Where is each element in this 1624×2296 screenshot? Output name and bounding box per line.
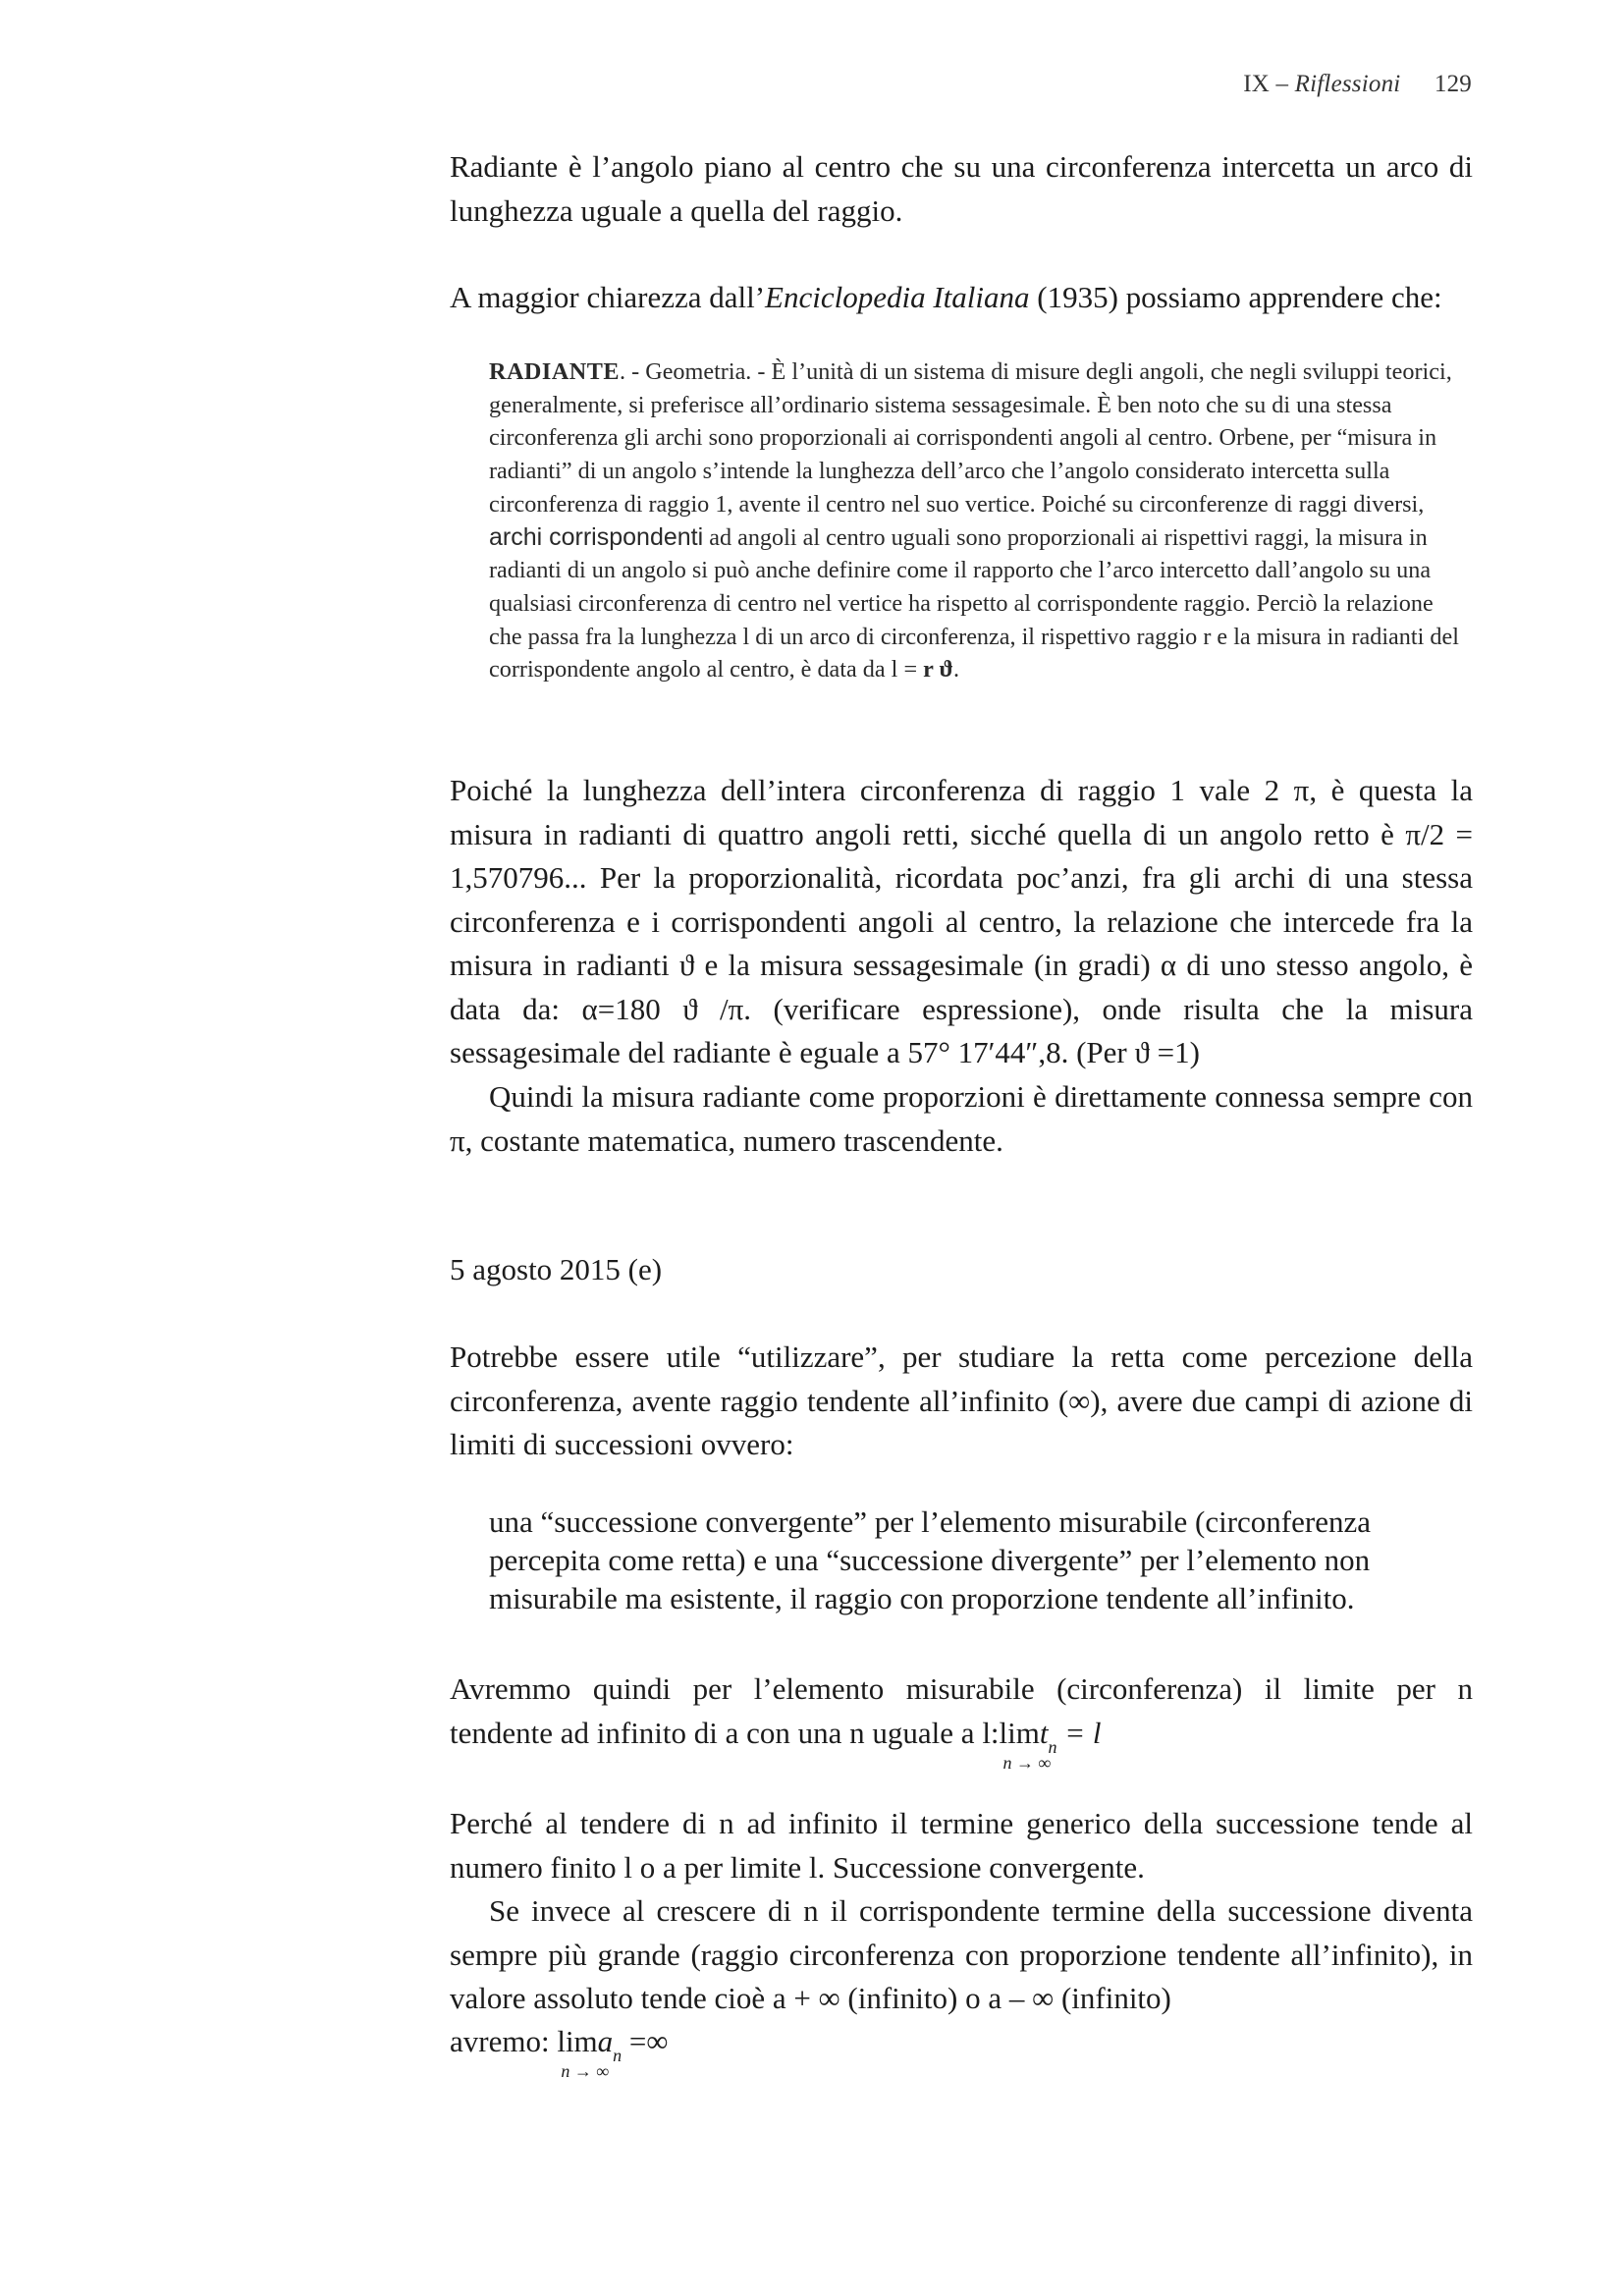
limit-result: = l [1056, 1715, 1102, 1750]
quote-text-a: . - Geometria. - È l’unità di un sistema di misure degli angoli, che negli sviluppi teorici, generalmente, si preferisce all’ordinario sistema sessagesimale. È ben noto che su di una stessa circonferenza gli archi sono proporzionali ai corrispondenti angoli al centro. Orbene, per “misura in radianti” di un angolo s’intende la lunghezza dell’arco che l’angolo considerato intercetta sulla circonferenza di raggio 1, avente il centro nel suo vertice. Poiché su circonferenze di raggi diversi, [489, 358, 1452, 518]
paragraph-circumference: Poiché la lunghezza dell’intera circonferenza di raggio 1 vale 2 π, è questa la misura in radianti di quattro angoli retti, sicché quella di un angolo retto è π/2 = 1,570796... Per la proporzionalità, ricordata poc’anzi, fra gli archi di una stessa circonferenza e i corrispondenti angoli al centro, la relazione che intercede fra la misura in radianti ϑ e la misura sessagesimale (in gradi) α di uno stesso angolo, è data da: α=180 ϑ /π. (verificare espressione), onde risulta che la misura sessagesimale del radiante è eguale a 57° 17′44″,8. (Per ϑ =1) [450, 773, 1473, 1069]
paragraph-convergent-limit [450, 1667, 1473, 1773]
lim-operator-2: lim [557, 2024, 598, 2058]
limit-result-2: =∞ [622, 2024, 669, 2058]
paragraph-sequences-intro: Potrebbe essere utile “utilizzare”, per studiare la retta come percezione della circonferenza, avente raggio tendente all’infinito (∞), avere due campi di azione di limiti di successioni ovvero: [450, 1339, 1473, 1461]
divergent-formula-line [450, 2020, 1473, 2081]
quote-emphasis: archi corrispondenti [489, 522, 704, 551]
quote-end: . [952, 656, 960, 683]
paragraph-pi-connection: Quindi la misura radiante come proporzioni è direttamente connessa sempre con π, costante matematica, numero trascendente. [450, 1079, 1473, 1158]
sequences-description: una “successione convergente” per l’elemento misurabile (circonferenza percepita come retta) e una “successione divergente” per l’elemento non misurabile ma esistente, il raggio con proporzione tendente all’infinito. [489, 1504, 1371, 1615]
divergent-formula-before: avremo: [450, 2024, 558, 2058]
intro-after: (1935) possiamo apprendere che: [1029, 280, 1442, 314]
quote-formula: r ϑ [923, 656, 953, 683]
paragraph-convergent-explanation: Perché al tendere di n ad infinito il termine generico della successione tende al numero finito l o a per limite l. Successione convergente. [450, 1806, 1473, 1885]
chapter-label: IX – [1243, 71, 1289, 97]
limit-subscript: n → ∞ [1002, 1752, 1052, 1773]
limit-variable-index: n [1048, 1736, 1057, 1757]
intro-before: A maggior chiarezza dall’ [450, 280, 766, 314]
lim-operator: lim [999, 1715, 1040, 1750]
limit-variable: t [1039, 1715, 1049, 1750]
quote-text-b: ad angoli al centro uguali sono proporzionali ai rispettivi raggi, la misura in radianti di un angolo si può anche definire come il rapporto che l’arco intercetto dall’angolo su una qualsiasi circonferenza di centro nel vertice ha rispetto al corrispondente raggio. Perciò la relazione che passa fra la lunghezza l di un arco di circonferenza, il rispettivo raggio r e la misura in radianti del corrispondente angolo al centro, è data da l = [489, 523, 1459, 683]
date-heading: 5 agosto 2015 (e) [450, 1252, 663, 1286]
paragraph-encyclopedia-intro [450, 276, 1473, 320]
limit-formula-divergent [557, 2020, 623, 2081]
convergent-line-2-text: tendente ad infinito di a con una n uguale a l: [450, 1715, 1000, 1750]
convergent-line-2 [450, 1712, 1473, 1773]
limit-variable-index-2: n [613, 2046, 623, 2065]
convergent-line-1: Avremmo quindi per l’elemento misurabile (circonferenza) il limite per n [450, 1671, 1473, 1706]
running-header [1243, 71, 1472, 98]
limit-formula-convergent [999, 1712, 1057, 1773]
divergent-text: Se invece al crescere di n il corrispondente termine della successione diventa sempre più grande (raggio circonferenza con proporzione tendente all’infinito), in valore assoluto tende cioè a + ∞ (infinito) o a – ∞ (infinito) [450, 1893, 1473, 2015]
quote-label: RADIANTE [489, 358, 621, 385]
encyclopedia-title: Enciclopedia Italiana [765, 280, 1030, 314]
encyclopedia-quote [489, 355, 1471, 686]
limit-subscript-2: n → ∞ [561, 2061, 610, 2081]
limit-variable-2: a [597, 2024, 614, 2058]
chapter-rubric: Riflessioni [1294, 71, 1401, 97]
page-number: 129 [1434, 71, 1472, 97]
paragraph-divergent [450, 1889, 1473, 2021]
paragraph-radiant-definition: Radiante è l’angolo piano al centro che su una circonferenza intercetta un arco di lunghezza uguale a quella del raggio. [450, 149, 1473, 228]
